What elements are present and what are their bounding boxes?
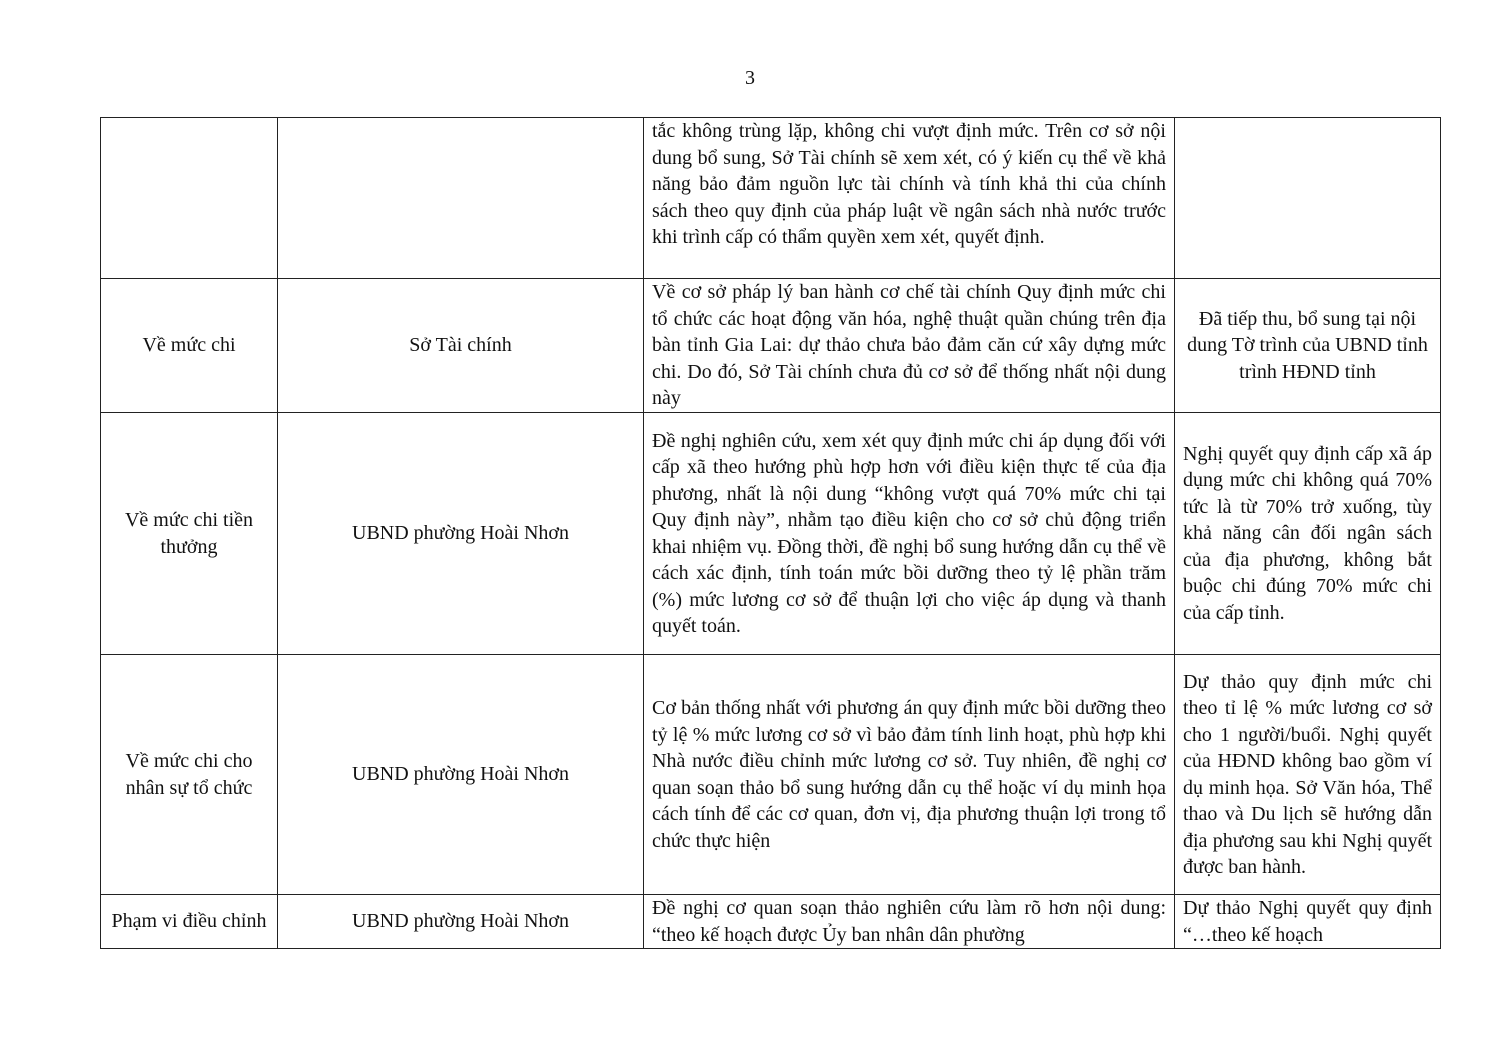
agency-cell: UBND phường Hoài Nhơn bbox=[278, 413, 644, 655]
agency-cell: UBND phường Hoài Nhơn bbox=[278, 895, 644, 949]
agency-cell: Sở Tài chính bbox=[278, 279, 644, 413]
page-number: 3 bbox=[745, 67, 755, 89]
topic-cell: Về mức chi tiền thưởng bbox=[101, 413, 278, 655]
topic-cell: Về mức chi bbox=[101, 279, 278, 413]
comments-table bbox=[100, 117, 1441, 949]
response-cell: Dự thảo quy định mức chi theo tỉ lệ % mức lương cơ sở cho 1 người/buổi. Nghị quyết của HĐND không bao gồm ví dụ minh họa. Sở Văn hóa, Thể thao và Du lịch sẽ hướng dẫn địa phương sau khi Nghị quyết được ban hành. bbox=[1175, 655, 1441, 895]
response-cell: Dự thảo Nghị quyết quy định “…theo kế hoạch bbox=[1175, 895, 1441, 949]
response-cell: Nghị quyết quy định cấp xã áp dụng mức chi không quá 70% tức là từ 70% trở xuống, tùy khả năng cân đối ngân sách của địa phương, không bắt buộc chi đúng 70% mức chi của cấp tỉnh. bbox=[1175, 413, 1441, 655]
opinion-cell: Về cơ sở pháp lý ban hành cơ chế tài chính Quy định mức chi tổ chức các hoạt động văn hóa, nghệ thuật quần chúng trên địa bàn tỉnh Gia Lai: dự thảo chưa bảo đảm căn cứ xây dựng mức chi. Do đó, Sở Tài chính chưa đủ cơ sở để thống nhất nội dung này bbox=[644, 279, 1175, 413]
table-row bbox=[101, 895, 1441, 949]
table-row bbox=[101, 655, 1441, 895]
response-cell: Đã tiếp thu, bổ sung tại nội dung Tờ trình của UBND tỉnh trình HĐND tỉnh bbox=[1175, 279, 1441, 413]
opinion-cell: tắc không trùng lặp, không chi vượt định mức. Trên cơ sở nội dung bổ sung, Sở Tài chính sẽ xem xét, có ý kiến cụ thể về khả năng bảo đảm nguồn lực tài chính và tính khả thi của chính sách theo quy định của pháp luật về ngân sách nhà nước trước khi trình cấp có thẩm quyền xem xét, quyết định. bbox=[644, 118, 1175, 279]
opinion-cell: Cơ bản thống nhất với phương án quy định mức bồi dưỡng theo tỷ lệ % mức lương cơ sở vì bảo đảm tính linh hoạt, phù hợp khi Nhà nước điều chỉnh mức lương cơ sở. Tuy nhiên, đề nghị cơ quan soạn thảo bổ sung hướng dẫn cụ thể hoặc ví dụ minh họa cách tính để các cơ quan, đơn vị, địa phương thuận lợi trong tổ chức thực hiện bbox=[644, 655, 1175, 895]
topic-cell: Về mức chi cho nhân sự tổ chức bbox=[101, 655, 278, 895]
table-row bbox=[101, 413, 1441, 655]
topic-cell bbox=[101, 118, 278, 279]
table-row bbox=[101, 118, 1441, 279]
topic-cell: Phạm vi điều chỉnh bbox=[101, 895, 278, 949]
opinion-cell: Đề nghị nghiên cứu, xem xét quy định mức chi áp dụng đối với cấp xã theo hướng phù hợp hơn với điều kiện thực tế của địa phương, nhất là nội dung “không vượt quá 70% mức chi tại Quy định này”, nhằm tạo điều kiện cho cơ sở chủ động triển khai nhiệm vụ. Đồng thời, đề nghị bổ sung hướng dẫn cụ thể về cách xác định, tính toán mức bồi dưỡng theo tỷ lệ phần trăm (%) mức lương cơ sở để thuận lợi cho việc áp dụng và thanh quyết toán. bbox=[644, 413, 1175, 655]
agency-cell bbox=[278, 118, 644, 279]
opinion-cell: Đề nghị cơ quan soạn thảo nghiên cứu làm rõ hơn nội dung: “theo kế hoạch được Ủy ban nhân dân phường bbox=[644, 895, 1175, 949]
table-row bbox=[101, 279, 1441, 413]
response-cell bbox=[1175, 118, 1441, 279]
agency-cell: UBND phường Hoài Nhơn bbox=[278, 655, 644, 895]
